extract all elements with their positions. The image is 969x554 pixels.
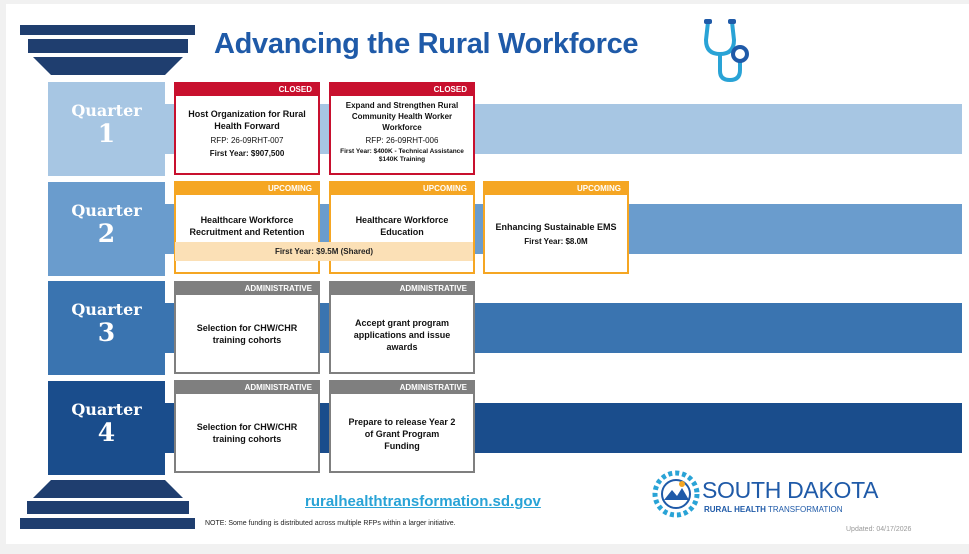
q1-card-community-health-worker[interactable] (329, 82, 475, 175)
status-badge: ADMINISTRATIVE (176, 382, 318, 394)
brand-name: SOUTH DAKOTA (702, 477, 879, 503)
shared-funding-banner: First Year: $9.5M (Shared) (175, 242, 473, 261)
q3-card-accept-applications[interactable] (329, 281, 475, 374)
funding-amount: First Year: $8.0M (524, 237, 588, 246)
q4-card-chw-selection[interactable] (174, 380, 320, 473)
status-badge: UPCOMING (331, 183, 473, 195)
card-title: Prepare to release Year 2 of Grant Program Funding (348, 417, 456, 451)
card-title: Healthcare Workforce Recruitment and Retention (189, 215, 305, 237)
q3-card-chw-selection[interactable] (174, 281, 320, 374)
q4-card-year-2-funding[interactable] (329, 380, 475, 473)
status-badge: CLOSED (176, 84, 318, 96)
quarter-word: Quarter (71, 400, 142, 419)
quarter-word: Quarter (71, 201, 142, 220)
pillar-capital-top (20, 25, 195, 35)
pillar-capital-mid (28, 39, 188, 53)
card-title: Host Organization for Rural Health Forward (188, 109, 306, 131)
status-badge: CLOSED (331, 84, 473, 96)
pillar-base-mid (27, 501, 189, 514)
quarter-number: 1 (97, 119, 116, 148)
stethoscope-icon (698, 16, 758, 86)
pillar-capital-bottom (33, 57, 183, 75)
card-title: Accept grant program applications and issue awards (353, 318, 451, 352)
card-title: Selection for CHW/CHR training cohorts (196, 323, 298, 345)
quarter-number: 4 (97, 418, 116, 447)
quarter-number: 2 (97, 219, 116, 248)
card-title: Enhancing Sustainable EMS (495, 222, 617, 232)
status-badge: ADMINISTRATIVE (331, 382, 473, 394)
card-title: Selection for CHW/CHR training cohorts (196, 422, 298, 444)
rfp-number: RFP: 26-09RHT-007 (210, 136, 284, 145)
quarter-number: 3 (97, 318, 116, 347)
pillar-base-bottom (20, 518, 195, 529)
quarter-1-label (48, 83, 165, 148)
south-dakota-logo-icon (652, 470, 700, 518)
quarter-word: Quarter (71, 300, 142, 319)
brand-subtitle (704, 505, 843, 514)
status-badge: ADMINISTRATIVE (331, 283, 473, 295)
q1-card-rural-health-forward[interactable] (174, 82, 320, 175)
updated-date: Updated: 04/17/2026 (846, 526, 912, 533)
pillar-base-top (33, 480, 183, 498)
status-badge: ADMINISTRATIVE (176, 283, 318, 295)
quarter-word: Quarter (71, 101, 142, 120)
status-badge: UPCOMING (485, 183, 627, 195)
rfp-number: RFP: 26-09RHT-006 (365, 136, 439, 145)
quarter-3-label (48, 282, 165, 347)
funding-amount: First Year: $400K - Technical Assistance $140K Training (340, 148, 464, 163)
brand-subtitle-bold: RURAL HEALTH (704, 505, 766, 514)
quarter-4-label (48, 382, 165, 447)
funding-note: NOTE: Some funding is distributed across multiple RFPs within a larger initiative. (205, 520, 456, 527)
q2-card-sustainable-ems[interactable] (483, 181, 629, 274)
status-badge: UPCOMING (176, 183, 318, 195)
brand-subtitle-light: TRANSFORMATION (768, 505, 843, 514)
funding-amount: First Year: $907,500 (209, 149, 285, 158)
quarter-2-label (48, 183, 165, 248)
website-link[interactable]: ruralhealthtransformation.sd.gov (305, 493, 541, 510)
card-title: Expand and Strengthen Rural Community Health Worker Workforce (345, 101, 459, 132)
page-title: Advancing the Rural Workforce (214, 28, 639, 60)
card-title: Healthcare Workforce Education (355, 215, 449, 237)
